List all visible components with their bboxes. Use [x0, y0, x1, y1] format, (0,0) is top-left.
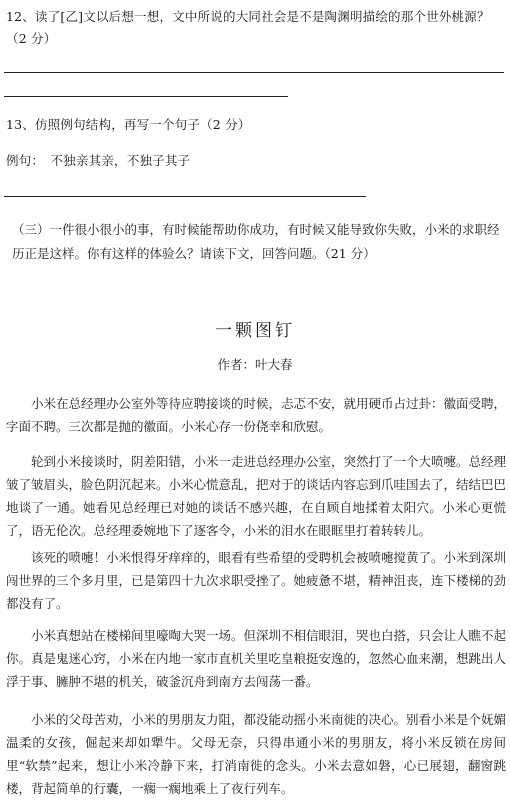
- question-13-prompt: 13、仿照例句结构，再写一个句子（2 分）: [6, 117, 251, 132]
- story-paragraph: 小米的父母苦劝，小米的男朋友力阻，都没能动摇小米南徙的决心。别看小米是个妩媚温柔的女孩，倔起来却如犟牛。父母无奈，只得串通小米的男朋友，将小米反锁在房间里“软禁”起来，想让小米冷静下来，打消南徙的念头。小米去意如磐，心已展翅，翻窗跳楼，背起简单的行囊，一瘸一瘸地乘上了夜行列车。: [6, 712, 507, 796]
- story-paragraph: 该死的喷嚏！小米恨得牙痒痒的，眼看有些希望的受聘机会被喷嚏搅黄了。小米到深圳闯世界的三个多月里，已是第四十九次求职受挫了。她疲惫不堪，精神沮丧，连下楼梯的劲都没有了。: [6, 550, 507, 611]
- question-12-line2: （2 分）: [6, 31, 57, 46]
- question-12: [6, 6, 506, 50]
- story-paragraph: 小米在总经理办公室外等待应聘接谈的时候，忐忑不安，就用硬币占过卦：徽面受聘，字面不聘。三次都是抛的徽面。小米心存一份侥幸和欣慰。: [6, 396, 507, 434]
- section-3-intro: （三）一件很小很小的事，有时候能帮助你成功，有时候又能导致你失败，小米的求职经历正是这样。你有这样的体验么？请读下文，回答问题。（21 分）: [12, 222, 500, 261]
- answer-line[interactable]: [4, 196, 366, 197]
- story-author: 作者：叶大春: [217, 357, 293, 372]
- question-12-line1: 12、读了[乙]文以后想一想，文中所说的大同社会是不是陶渊明描绘的那个世外桃源？: [6, 9, 490, 24]
- story-paragraph: 轮到小米接谈时，阴差阳错，小米一走进总经理办公室，突然打了一个大喷嚏。总经理皱了皱眉头，脸色阴沉起来。小米心慌意乱，把对于的谈话内容忘到爪哇国去了，结结巴巴地谈了一通。她看见总经理已对她的谈话不感兴趣，在自顾自地揉着太阳穴。小米心更慌了，语无伦次。总经理委婉地下了逐客令，小米的泪水在眼眶里打着转转儿。: [6, 454, 507, 538]
- answer-line[interactable]: [4, 72, 504, 73]
- question-13: [6, 114, 506, 136]
- story-title: 一颗图钉: [215, 321, 295, 341]
- example-sentence: [6, 150, 506, 172]
- answer-line[interactable]: [4, 96, 288, 97]
- story-paragraph: 小米真想站在楼梯间里嚎啕大哭一场。但深圳不相信眼泪，哭也白搭，只会让人瞧不起你。真是鬼迷心窍，小米在内地一家市直机关里吃皇粮挺安逸的，忽然心血来潮，想跳出人浮于事、臃肿不堪的机关，破釜沉舟到南方去闯荡一番。: [6, 628, 507, 689]
- example-text: 例句： 不独亲其亲，不独子其子: [6, 153, 191, 168]
